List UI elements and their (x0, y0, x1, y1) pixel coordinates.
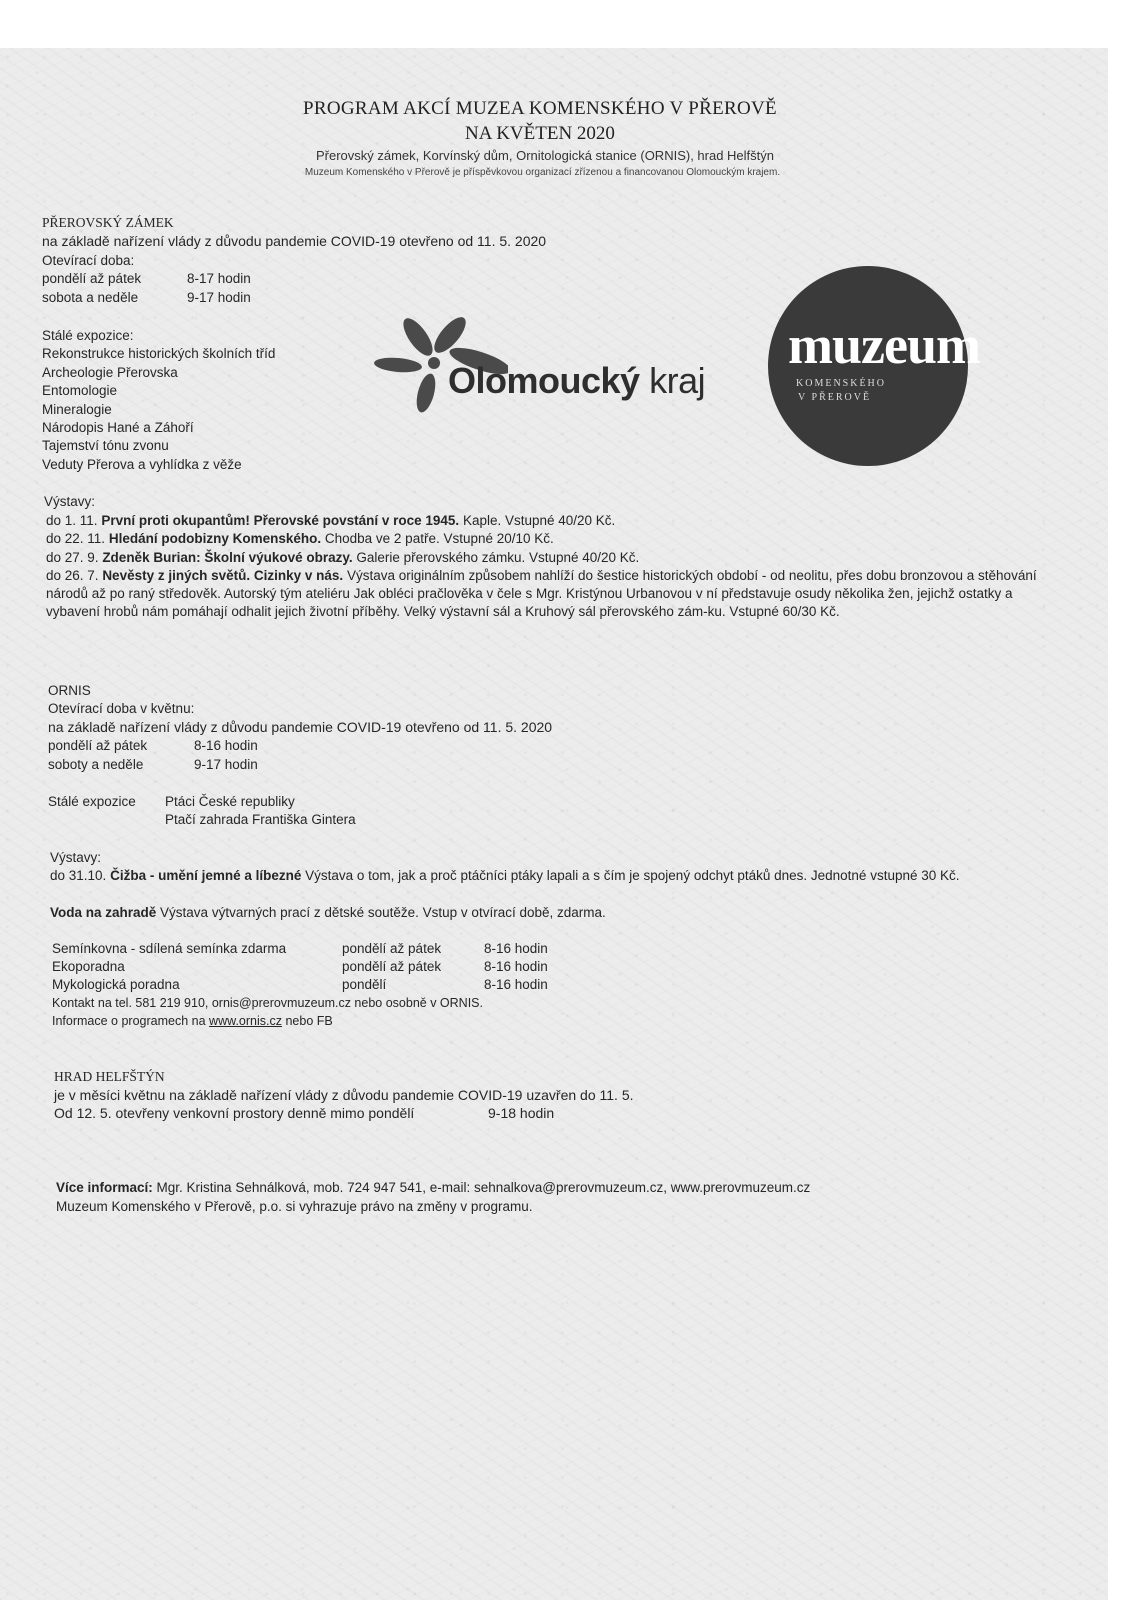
founder-note: Muzeum Komenského v Přerově je příspěvkovou organizací zřízenou a financovanou Olomouckým krajem. (304, 167, 781, 178)
exposition-item: Mineralogie (42, 402, 112, 417)
service-time: 8-16 hodin (484, 941, 548, 956)
exhibition-description: Výstava o tom, jak a proč ptáčníci ptáky lapali a s čím je spojený odchyt ptáků dnes. Jednotné vstupné 30 Kč. (305, 868, 960, 883)
footer-label: Více informací: (56, 1180, 153, 1195)
exhibition-title: Voda na zahradě (50, 905, 157, 920)
exhibition-item (46, 530, 554, 548)
ornis-hours-time-2: 9-17 hodin (194, 757, 258, 772)
muzeum-subtitle-2: V PŘEROVĚ (798, 392, 872, 403)
zamek-expo-label: Stálé expozice: (42, 328, 134, 343)
ornis-contact: Kontakt na tel. 581 219 910, ornis@prerovmuzeum.cz nebo osobně v ORNIS. (52, 996, 483, 1010)
helfstyn-open-line: Od 12. 5. otevřeny venkovní prostory denně mimo pondělí (54, 1105, 415, 1121)
service-name: Mykologická poradna (52, 977, 180, 992)
exhibition-title: Hledání podobizny Komenského. (108, 531, 322, 546)
ornis-hours-days-2: soboty a neděle (48, 757, 144, 772)
exhibition-title: Nevěsty z jiných světů. Cizinky v nás. (102, 568, 344, 583)
helfstyn-heading: HRAD HELFŠTÝN (54, 1069, 165, 1084)
helfstyn-open-time: 9-18 hodin (488, 1105, 555, 1121)
ornis-exh-label: Výstavy: (50, 850, 102, 865)
ornis-expo-2: Ptačí zahrada Františka Gintera (165, 812, 356, 827)
exhibition-date: do 27. 9. (46, 550, 99, 565)
exhibition-details: Chodba ve 2 patře. Vstupné 20/10 Kč. (324, 531, 554, 546)
exhibition-description: Výstava originálním způsobem nahlíží do šestice historických období - od neolitu, přes dobu bronzovou a stěhování národů až po raný středověk. Autorský tým ateliéru Jak obléci pračlověka v čele s Mgr. Kristýnou Urbanovou v ní představuje osudy několika žen, jejichž ostatky a vybavení hrobů nám pomáhají odhalit jejich životní příběhy. Velký výstavní sál a Kruhový sál přerovského zám-ku. Vstupné 60/30 Kč. (46, 568, 1037, 619)
ornis-website-link[interactable]: www.ornis.cz (209, 1014, 282, 1028)
zamek-hours-time-2: 9-17 hodin (187, 290, 251, 305)
muzeum-wordmark: muzeum (788, 315, 980, 375)
kraj-wordmark-light: kraj (649, 360, 706, 401)
service-name: Ekoporadna (52, 959, 125, 974)
exhibition-item (46, 512, 615, 530)
exhibition-item (46, 549, 639, 567)
zamek-exh-label: Výstavy: (44, 494, 96, 509)
exhibition-date: do 31.10. (50, 868, 107, 883)
exposition-item: Tajemství tónu zvonu (42, 438, 169, 453)
exhibition-date: do 26. 7. (46, 568, 99, 583)
footer-note: Muzeum Komenského v Přerově, p.o. si vyhrazuje právo na změny v programu. (56, 1199, 533, 1214)
ornis-hours-days-1: pondělí až pátek (48, 738, 148, 753)
exposition-item: Rekonstrukce historických školních tříd (42, 346, 276, 361)
zamek-heading: PŘEROVSKÝ ZÁMEK (42, 215, 174, 230)
service-time: 8-16 hodin (484, 977, 548, 992)
zamek-hours-label: Otevírací doba: (42, 253, 135, 268)
exhibition-details: Galerie přerovského zámku. Vstupné 40/20 Kč. (356, 550, 640, 565)
service-days: pondělí (342, 977, 387, 992)
exhibition-title: Zdeněk Burian: Školní výukové obrazy. (102, 550, 353, 565)
muzeum-subtitle-1: KOMENSKÉHO (796, 378, 886, 389)
kraj-wordmark (448, 360, 705, 402)
service-days: pondělí až pátek (342, 959, 442, 974)
service-days: pondělí až pátek (342, 941, 442, 956)
helfstyn-note: je v měsíci květnu na základě nařízení vlády z důvodu pandemie COVID-19 uzavřen do 11. 5. (54, 1087, 634, 1103)
ornis-hours-time-1: 8-16 hodin (194, 738, 258, 753)
zamek-hours-time-1: 8-17 hodin (187, 271, 251, 286)
ornis-heading: ORNIS (48, 683, 91, 698)
exhibition-item-cizba (50, 867, 1044, 885)
exposition-item: Entomologie (42, 383, 118, 398)
program-title: PROGRAM AKCÍ MUZEA KOMENSKÉHO V PŘEROVĚ (303, 98, 777, 119)
footer-contact: Mgr. Kristina Sehnálková, mob. 724 947 541, e-mail: sehnalkova@prerovmuzeum.cz, www.prerovmuzeum.cz (156, 1180, 811, 1195)
exhibition-date: do 22. 11. (46, 531, 106, 546)
exhibition-description: Výstava výtvarných prací z dětské soutěže. Vstup v otvírací době, zdarma. (160, 905, 606, 920)
ornis-info-suffix: nebo FB (285, 1014, 333, 1028)
ornis-info-prefix: Informace o programech na (52, 1014, 206, 1028)
muzeum-logo (768, 266, 980, 466)
ornis-expo-1: Ptáci České republiky (165, 794, 295, 809)
service-name: Semínkovna - sdílená semínka zdarma (52, 941, 287, 956)
exhibition-details: Kaple. Vstupné 40/20 Kč. (462, 513, 616, 528)
program-subtitle: NA KVĚTEN 2020 (465, 123, 615, 144)
exhibition-item-nevesty (46, 567, 1040, 621)
exposition-item: Archeologie Přerovska (42, 365, 178, 380)
exhibition-date: do 1. 11. (46, 513, 98, 528)
exhibition-title: První proti okupantům! Přerovské povstání v roce 1945. (101, 513, 460, 528)
exhibition-item-voda (50, 904, 606, 922)
exhibition-title: Čižba - umění jemné a líbezné (110, 868, 302, 883)
service-time: 8-16 hodin (484, 959, 548, 974)
ornis-info-line (52, 1012, 333, 1030)
olomoucky-kraj-logo (368, 305, 713, 415)
kraj-wordmark-bold: Olomoucký (448, 360, 640, 401)
exposition-item: Národopis Hané a Záhoří (42, 420, 194, 435)
zamek-hours-days-1: pondělí až pátek (42, 271, 142, 286)
locations-line: Přerovský zámek, Korvínský dům, Ornitologická stanice (ORNIS), hrad Helfštýn (315, 148, 775, 163)
ornis-covid-note: na základě nařízení vlády z důvodu pandemie COVID-19 otevřeno od 11. 5. 2020 (48, 719, 553, 735)
exposition-item: Veduty Přerova a vyhlídka z věže (42, 457, 242, 472)
zamek-hours-days-2: sobota a neděle (42, 290, 139, 305)
ornis-hours-label: Otevírací doba v květnu: (48, 701, 195, 716)
footer-contact-line (56, 1179, 810, 1197)
zamek-covid-note: na základě nařízení vlády z důvodu pandemie COVID-19 otevřeno od 11. 5. 2020 (42, 233, 547, 249)
ornis-expo-label: Stálé expozice (48, 794, 136, 809)
